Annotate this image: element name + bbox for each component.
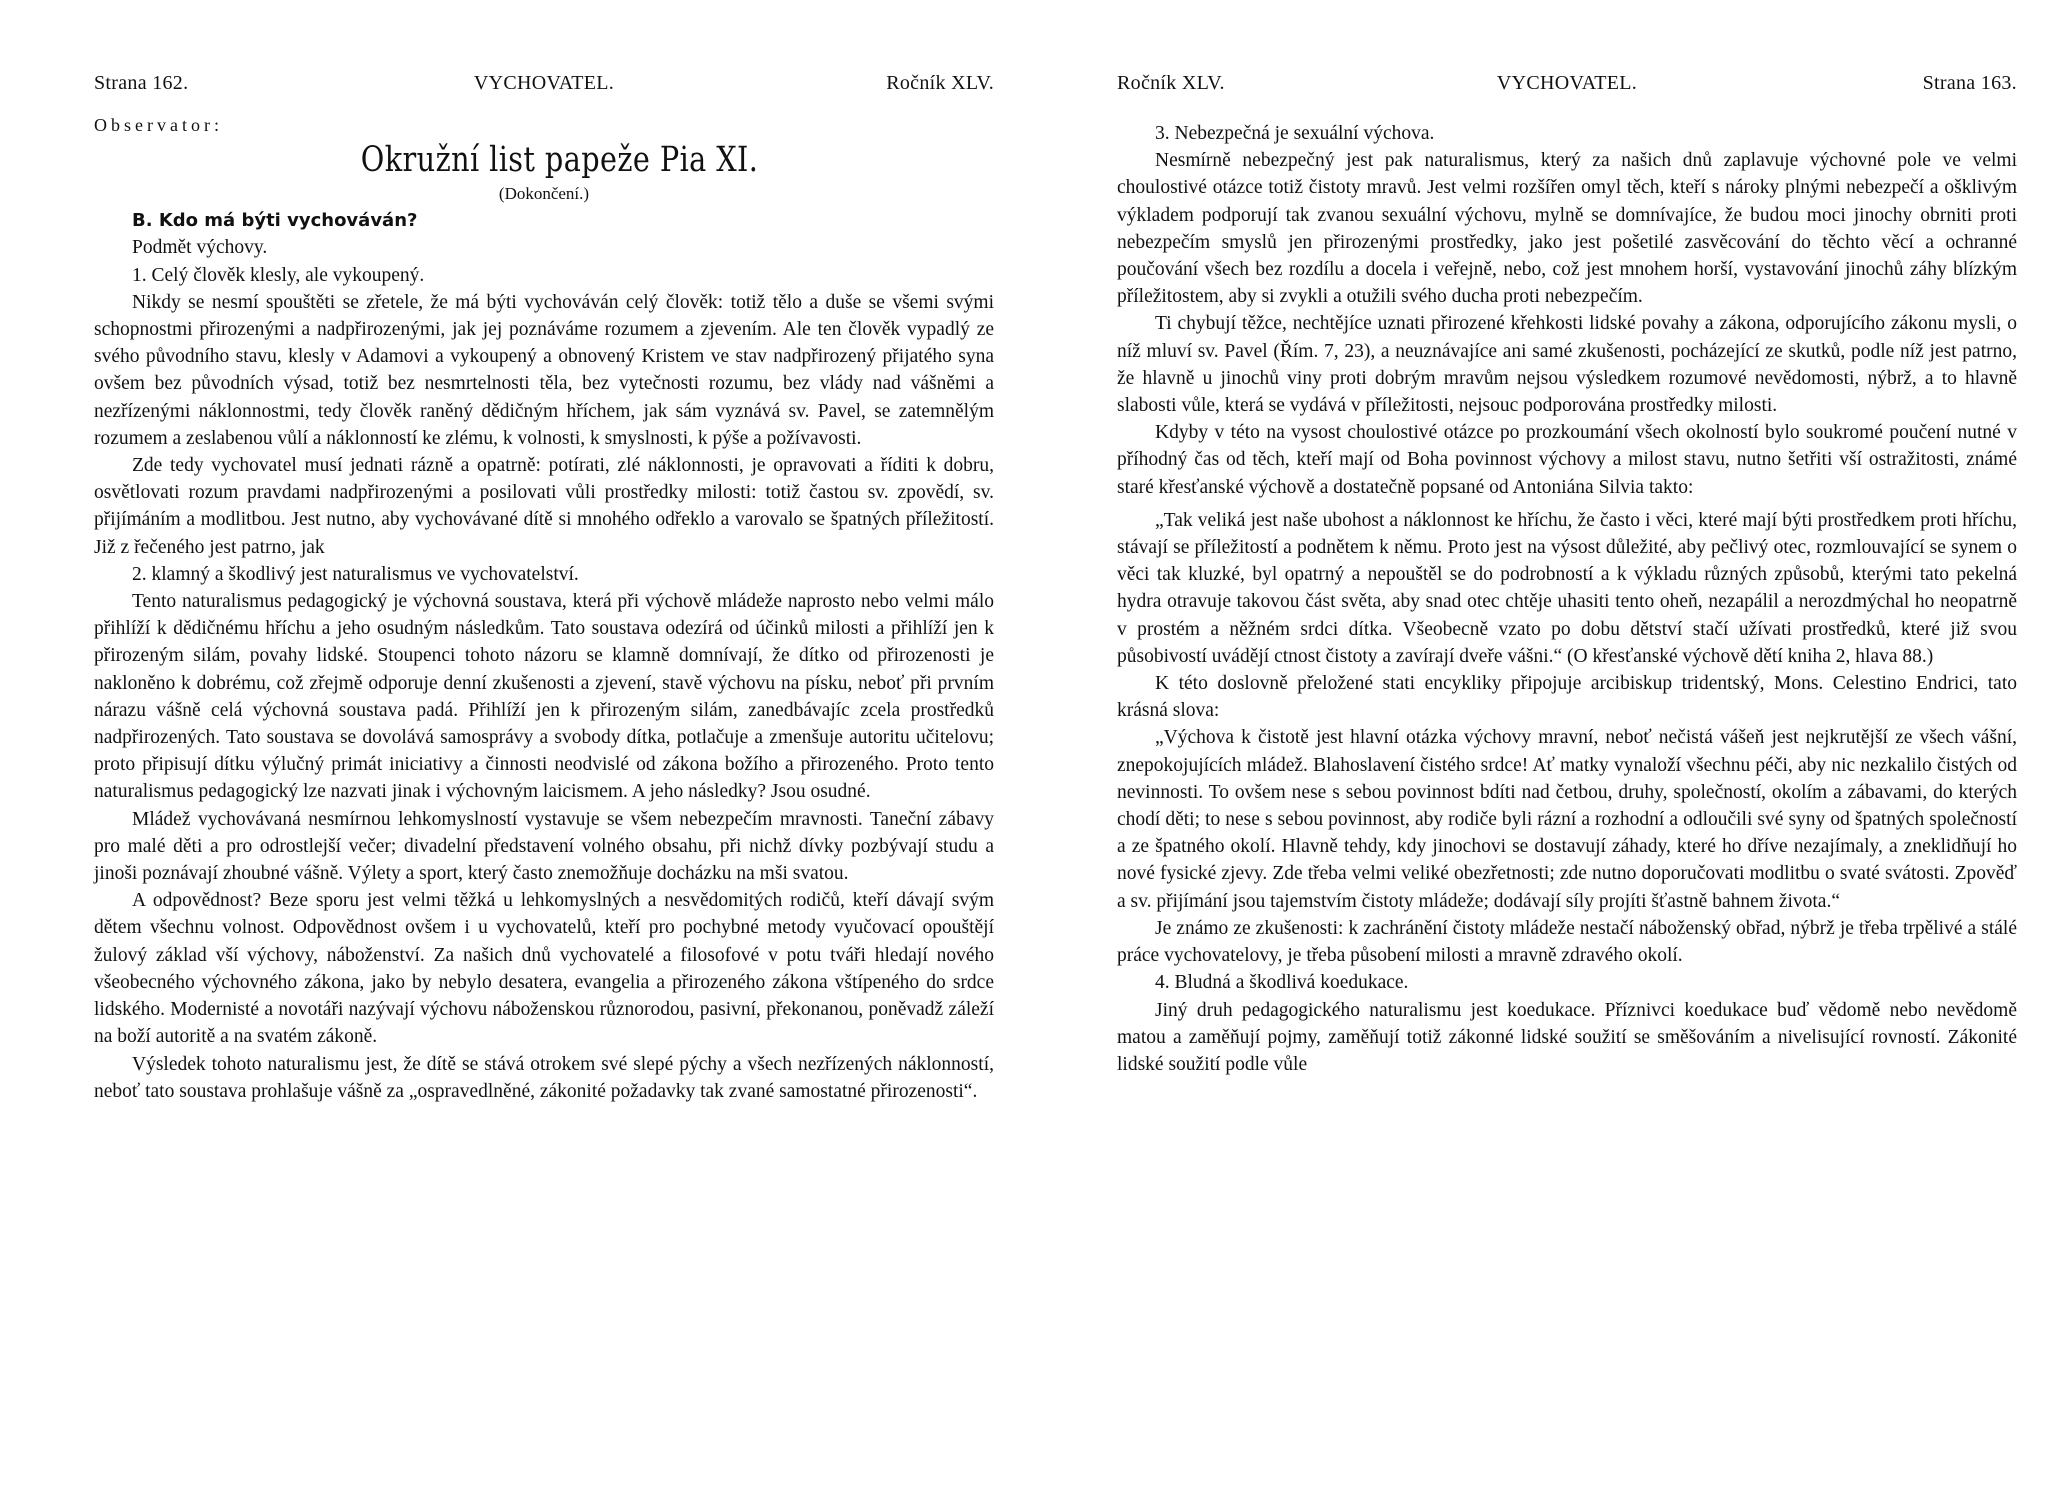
author-byline: Observator:: [94, 115, 223, 135]
right-page: [1117, 0, 2017, 1500]
paragraph: Mládež vychovávaná nesmírnou lehkomyslností vystavuje se všem nebezpečím mravnosti. Taneční zábavy pro malé děti a pro odrostlejší večer; divadelní představení volného obsahu, při nichž dívky pozbývají studu a jinoši poznávají zhoubné vášně. Výlety a sport, který často znemožňuje docházku na mši svatou.: [94, 808, 994, 885]
left-page: [94, 0, 994, 1500]
paragraph: A odpovědnost? Beze sporu jest velmi těžká u lehkomyslných a nesvědomitých rodičů, kteří dávají svým dětem všechnu volnost. Odpovědnost ovšem i u vychovatelů, kteří pro pochybné metody vyučovací opouštějí žulový základ vší výchovy, náboženství. Za našich dnů vychovatelé a filosofové v potu tváři hledají nového všeobecného výchovného zákona, jako by nebylo desatera, evangelia a přirozeného zákona vštípeného do srdce lidského. Modernisté a novotáři nazývají výchovu náboženskou různorodou, pasivní, překonanou, poněvadž záleží na boží autoritě a na svatém zákoně.: [94, 890, 994, 1048]
paragraph: Výsledek tohoto naturalismu jest, že dítě se stává otrokem své slepé pýchy a všech nezřízených náklonností, neboť tato soustava prohlašuje vášně za „ospravedlněné, zákonité požadavky tak zvané samostatné přirozenosti“.: [94, 1053, 994, 1102]
point-heading-4: 4. Bludná a škodlivá koedukace.: [1155, 972, 1409, 994]
journal-title: VYCHOVATEL.: [1496, 72, 1638, 94]
paragraph: K této doslovně přeložené stati encykliky připojuje arcibiskup tridentský, Mons. Celestino Endrici, tato krásná slova:: [1117, 673, 2017, 722]
page-number-left: Strana 162.: [94, 72, 189, 94]
quote-block: „Tak veliká jest naše ubohost a náklonnost ke hříchu, že často i věci, které mají býti prostředkem proti hříchu, stávají se příležitostí a podnětem k němu. Proto jest na výsost důležité, aby pečlivý otec, rozmlouvající se synem o věci tak kluzké, byl opatrný a nepouštěl se do podrobností a k výkladu různých způsobů, kterými tato pekelná hydra otravuje takovou část světa, aby snad otec chtěje uhasiti tento oheň, nezapálil a nerozdmýchal ho neopatrně v prostém a něžném srdci dítka. Všeobecně vzato po dobu dětství stačí užívati prostředků, které již svou působivostí uvádějí ctnost čistoty a zavírají dveře vášni.“ (O křesťanské výchově dětí kniha 2, hlava 88.): [1117, 509, 2017, 667]
paragraph: Zde tedy vychovatel musí jednati rázně a opatrně: potírati, zlé náklonnosti, je opravovati a říditi k dobru, osvětlovati rozum pravdami nadpřirozenými a posilovati vůli prostředky milosti: totiž častou sv. zpovědí, sv. přijímáním a modlitbou. Jest nutno, aby vychovávané dítě si mnohého odřeklo a varovalo se špatných příležitostí. Již z řečeného jest patrno, jak: [94, 455, 994, 558]
paragraph: Nesmírně nebezpečný jest pak naturalismus, který za našich dnů zaplavuje výchovné pole ve velmi choulostivé otázce totiž čistoty mravů. Jest velmi rozšířen omyl těch, kteří s nároky plnými nebezpečí a ošklivým výkladem podporují tak zvanou sexuální výchovu, mylně se domnívajíce, že budou moci jinochy obrniti proti nebezpečím smyslů jen přirozenými prostředky, jako jest pošetilé zasvěcování do těchto věcí a ochranné poučování všech bez rozdílu a docela i veřejně, nebo, což jest mnohem horší, vystavování jinochů záhy blízkým příležitostem, aby si zvykli a otužili svého ducha proti nebezpečím.: [1117, 150, 2017, 308]
left-body: [94, 112, 994, 1105]
right-body: [1117, 120, 2017, 1078]
volume-label: Ročník XLV.: [886, 72, 994, 94]
running-head-left: [94, 68, 994, 98]
paragraph: Nikdy se nesmí spouštěti se zřetele, že má býti vychováván celý člověk: totiž tělo a duše se všemi svými schopnostmi přirozenými a nadpřirozenými, jak jej poznáváme rozumem a zjevením. Ale ten člověk vypadlý ze svého původního stavu, klesly v Adamovi a vykoupený a obnovený Kristem ve stav nadpřirozený přijatého syna ovšem bez původních výsad, totiž bez nesmrtelnosti těla, bez vytečnosti rozumu, bez vlády nad vášněmi a nezřízenými náklonnostmi, tedy člověk raněný dědičným hříchem, jak sám vyznává sv. Pavel, se zatemnělým rozumem a zeslabenou vůlí a náklonností ke zlému, k volnosti, k smyslnosti, k pýše a požívavosti.: [94, 291, 994, 449]
quote-block: „Výchova k čistotě jest hlavní otázka výchovy mravní, neboť nečistá vášeň jest nejkrutější ze všech vášní, znepokojujících mládež. Blahoslavení čistého srdce! Ať matky vynaloží všechnu péči, aby nic nezkalilo čistých od nevinnosti. To ovšem nese s sebou povinnost bdíti nad četbou, druhy, společností, okolím a zábavami, do kterých chodí děti; to nese s sebou povinnost, aby rodiče byli rázní a rozhodní a odloučili své syny od špatných společností a ze špatného okolí. Hlavně tehdy, kdy jinochovi se dostavují záhady, které ho dříve nezajímaly, a zneklidňují ho nové fysické zjevy. Zde třeba velmi veliké obezřetnosti; zde nutno doporučovati modlitbu o svaté svátosti. Zpověď a sv. přijímání jsou tajemstvím čistoty mládeže; dodávají síly projíti šťastně bahnem života.“: [1117, 727, 2017, 912]
section-heading: B. Kdo má býti vychováván?: [132, 210, 418, 232]
journal-title: VYCHOVATEL.: [473, 72, 615, 94]
article-title: Okružní list papeže Pia XI.: [360, 140, 759, 181]
paragraph: Ti chybují těžce, nechtějíce uznati přirozené křehkosti lidské povahy a zákona, odporujícího zákonu mysli, o níž mluví sv. Pavel (Řím. 7, 23), a neuznávajíce ani samé zkušenosti, pocházející ze skutků, podle níž jest patrno, že hlavně u jinochů viny proti dobrým mravům nejsou výsledkem rozumové nevědomosti, nýbrž, a to hlavně slabosti vůle, která se vydává v příležitosti, nejsouc podporována prostředky milosti.: [1117, 313, 2017, 417]
paragraph: Je známo ze zkušenosti: k zachránění čistoty mládeže nestačí náboženský obřad, nýbrž je třeba trpělivé a stálé práce vychovatelovy, je třeba působení milosti a mravně zdravého okolí.: [1117, 917, 2017, 967]
point-heading-2: 2. klamný a škodlivý jest naturalismus ve vychovatelství.: [132, 563, 579, 585]
paragraph: Jiný druh pedagogického naturalismu jest koedukace. Příznivci koedukace buď vědomě nebo nevědomě matou a zaměňují pojmy, zaměňují totiž zákonné lidské soužití se směšováním a nivelisující rovností. Zákonité lidské soužití podle vůle: [1117, 999, 2017, 1075]
paragraph: Tento naturalismus pedagogický je výchovná soustava, která při výchově mládeže naprosto nebo velmi málo přihlíží k dědičnému hříchu a jeho osudným následkům. Tato soustava odezírá od účinků milosti a přihlíží jen k přirozeným silám, povahy lidské. Stoupenci tohoto názoru se klamně domnívají, že dítko od přirozenosti je nakloněno k dobrému, což zřejmě odporuje denní zkušenosti a zjevení, stavě výchovu na písku, neboť při prvním nárazu vášně celá výchovná soustava padá. Přihlíží jen k přirozeným silám, zanedbávajíc zcela prostředků nadpřirozených. Tato soustava se dovolává samosprávy a svobody dítka, potlačuje a zmenšuje autoritu učitelovu; proto připisují dítku výlučný primát iniciativy a činnosti neodvislé od zákona božího a přirozeného. Proto tento naturalismus pedagogický lze nazvati jinak i výchovným laicismem. A jeho následky? Jsou osudné.: [94, 591, 994, 803]
paragraph: Kdyby v této na vysost choulostivé otázce po prozkoumání všech okolností bylo soukromé poučení nutné v příhodný čas od těch, kteří mají od Boha povinnost výchovy a milost stavu, nutno šetřiti vší ostražitosti, známé staré křesťanské výchově a dostatečně popsané od Antoniána Silvia takto:: [1117, 422, 2017, 498]
point-heading-3: 3. Nebezpečná je sexuální výchova.: [1155, 123, 1435, 144]
subheading: Podmět výchovy.: [132, 237, 268, 259]
article-subtitle: (Dokončení.): [498, 184, 590, 204]
page-number-right: Strana 163.: [1922, 72, 2017, 94]
point-heading-1: 1. Celý člověk klesly, ale vykoupený.: [132, 264, 425, 286]
running-head-right: [1117, 68, 2017, 98]
volume-label: Ročník XLV.: [1117, 72, 1225, 94]
